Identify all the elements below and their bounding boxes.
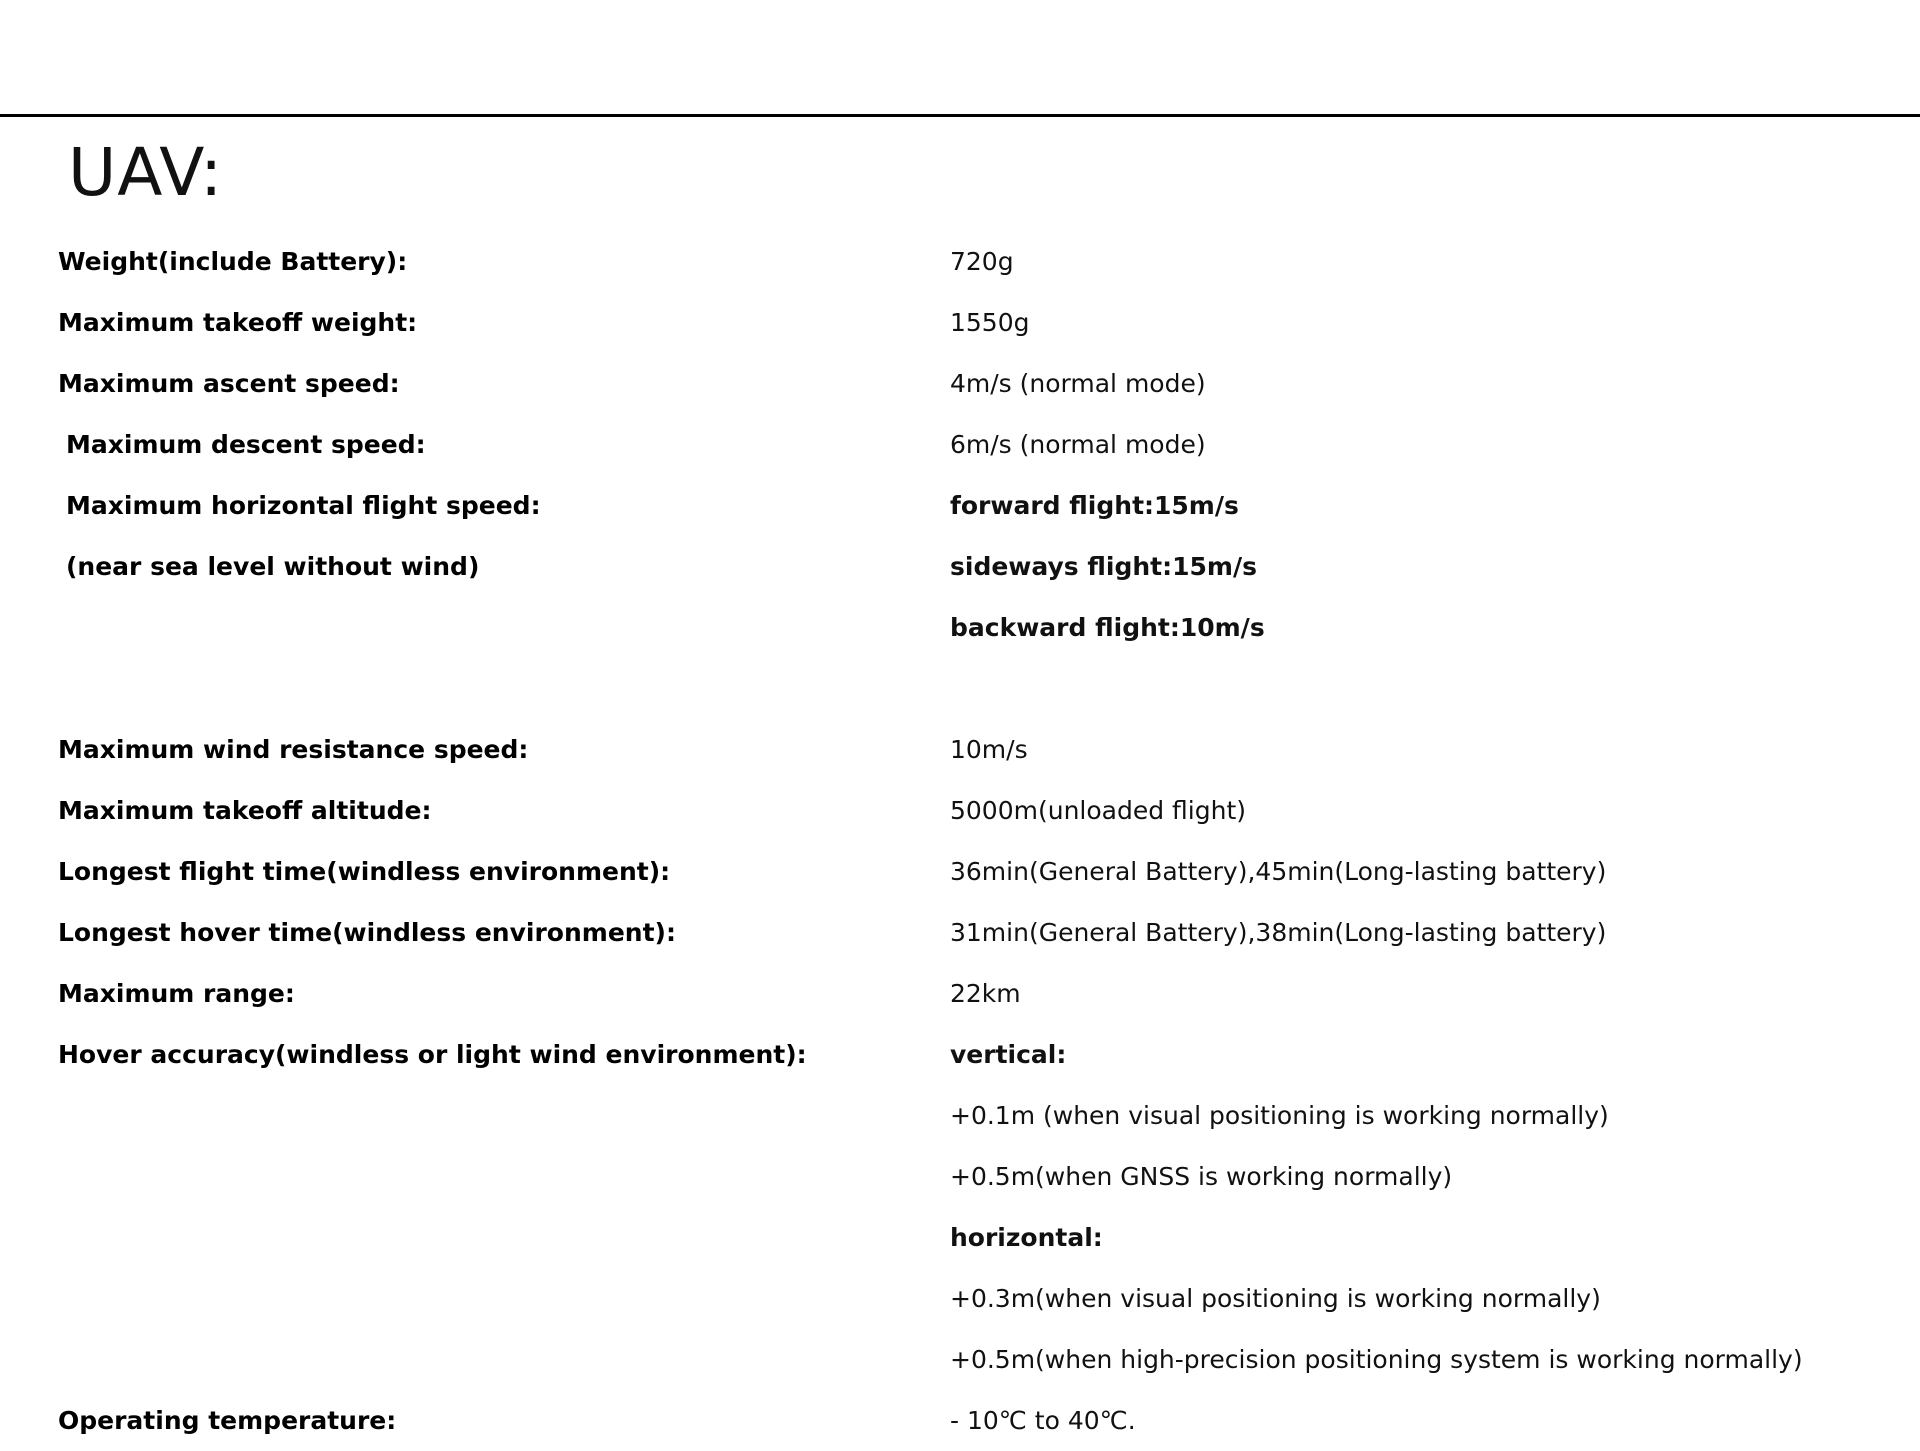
document-content (0, 114, 1920, 1451)
spec-value: +0.1m (when visual positioning is working normally) (950, 1101, 1609, 1131)
spec-row (0, 1268, 1920, 1329)
spec-label: (near sea level without wind) (66, 552, 480, 582)
spec-value: 1550g (950, 308, 1030, 338)
spec-row (0, 1329, 1920, 1390)
spec-label: Maximum horizontal flight speed: (66, 491, 541, 521)
spec-row (0, 292, 1920, 353)
spec-row (0, 597, 1920, 658)
spec-value: 720g (950, 247, 1014, 277)
spec-row (0, 780, 1920, 841)
spec-value: 22km (950, 979, 1021, 1009)
spec-label: Maximum wind resistance speed: (58, 735, 529, 765)
spec-value: horizontal: (950, 1223, 1103, 1253)
spec-value: 5000m(unloaded flight) (950, 796, 1247, 826)
spec-value: 31min(General Battery),38min(Long-lasting battery) (950, 918, 1607, 948)
spec-row (0, 1207, 1920, 1268)
spec-row (0, 719, 1920, 780)
page-title: UAV: (68, 134, 224, 211)
spec-value: 10m/s (950, 735, 1028, 765)
spec-row-spacer (0, 658, 1920, 719)
spec-value: backward flight:10m/s (950, 613, 1265, 643)
spec-row (0, 231, 1920, 292)
spec-row (0, 536, 1920, 597)
spec-label: Maximum range: (58, 979, 295, 1009)
spec-row (0, 1085, 1920, 1146)
spec-label: Longest flight time(windless environment): (58, 857, 671, 887)
spec-value: sideways flight:15m/s (950, 552, 1257, 582)
spec-value: - 10℃ to 40℃. (950, 1406, 1136, 1436)
spec-label: Maximum takeoff altitude: (58, 796, 432, 826)
spec-row (0, 1146, 1920, 1207)
spec-row (0, 475, 1920, 536)
spec-label: Weight(include Battery): (58, 247, 408, 277)
spec-value: 4m/s (normal mode) (950, 369, 1206, 399)
spec-row (0, 1390, 1920, 1451)
spec-row (0, 841, 1920, 902)
spec-value: +0.5m(when high-precision positioning system is working normally) (950, 1345, 1803, 1375)
spec-row (0, 1024, 1920, 1085)
spec-value: +0.5m(when GNSS is working normally) (950, 1162, 1453, 1192)
spec-row (0, 902, 1920, 963)
spec-row (0, 353, 1920, 414)
spec-row (0, 414, 1920, 475)
spec-label: Maximum descent speed: (66, 430, 426, 460)
spec-value: forward flight:15m/s (950, 491, 1239, 521)
spec-row (0, 963, 1920, 1024)
specifications-table (0, 231, 1920, 1451)
spec-label: Longest hover time(windless environment): (58, 918, 676, 948)
spec-value: 36min(General Battery),45min(Long-lasting battery) (950, 857, 1607, 887)
spec-label: Maximum ascent speed: (58, 369, 400, 399)
spec-value: 6m/s (normal mode) (950, 430, 1206, 460)
spec-label: Maximum takeoff weight: (58, 308, 418, 338)
spec-label: Operating temperature: (58, 1406, 397, 1436)
spec-value: vertical: (950, 1040, 1067, 1070)
spec-value: +0.3m(when visual positioning is working normally) (950, 1284, 1601, 1314)
spec-label: Hover accuracy(windless or light wind environment): (58, 1040, 807, 1070)
